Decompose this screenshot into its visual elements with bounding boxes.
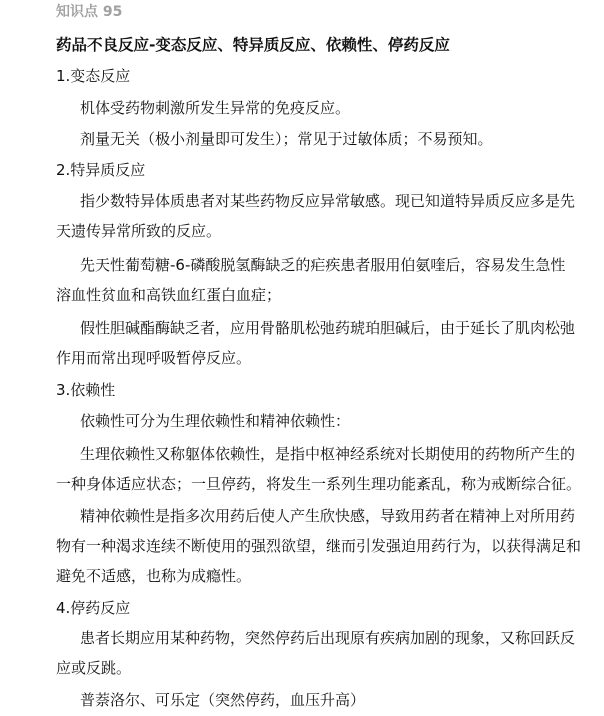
paragraph-line: 一种身体适应状态；一旦停药，将发生一系列生理功能紊乱，称为戒断综合征。 (56, 475, 582, 493)
paragraph-line: 机体受药物刺激所发生异常的免疫反应。 (80, 99, 351, 117)
section-heading-withdrawal: 4.停药反应 (56, 599, 131, 617)
paragraph-line: 应或反跳。 (56, 659, 132, 677)
paragraph-line: 溶血性贫血和高铁血红蛋白血症； (56, 286, 282, 304)
paragraph-line: 假性胆碱酯酶缺乏者，应用骨骼肌松弛药琥珀胆碱后，由于延长了肌肉松弛 (80, 319, 576, 337)
paragraph-line: 避免不适感，也称为成瘾性。 (56, 567, 252, 585)
paragraph-line: 作用而常出现呼吸暂停反应。 (56, 349, 252, 367)
section-heading-allergic: 1.变态反应 (56, 67, 131, 85)
paragraph-line: 生理依赖性又称躯体依赖性，是指中枢神经系统对长期使用的药物所产生的 (80, 445, 576, 463)
paragraph-line: 物有一种渴求连续不断使用的强烈欲望，继而引发强迫用药行为，以获得满足和 (56, 537, 582, 555)
paragraph-line: 指少数特异体质患者对某些药物反应异常敏感。现已知道特异质反应多是先 (80, 192, 576, 210)
section-heading-idiosyncratic: 2.特异质反应 (56, 161, 146, 179)
section-heading-dependence: 3.依赖性 (56, 381, 116, 399)
paragraph-line: 先天性葡萄糖-6-磷酸脱氢酶缺乏的疟疾患者服用伯氨喹后，容易发生急性 (80, 256, 566, 274)
paragraph-line: 普萘洛尔、可乐定（突然停药，血压升高） (80, 691, 366, 709)
page-title: 药品不良反应-变态反应、特异质反应、依赖性、停药反应 (56, 36, 450, 54)
paragraph-line: 依赖性可分为生理依赖性和精神依赖性： (80, 412, 351, 430)
paragraph-line: 精神依赖性是指多次用药后使人产生欣快感，导致用药者在精神上对所用药 (80, 507, 576, 525)
paragraph-line: 剂量无关（极小剂量即可发生）；常见于过敏体质；不易预知。 (80, 130, 493, 148)
paragraph-line: 患者长期应用某种药物，突然停药后出现原有疾病加剧的现象，又称回跃反 (80, 629, 576, 647)
paragraph-line: 天遗传异常所致的反应。 (56, 222, 222, 240)
knowledge-point-label: 知识点 95 (56, 4, 123, 20)
